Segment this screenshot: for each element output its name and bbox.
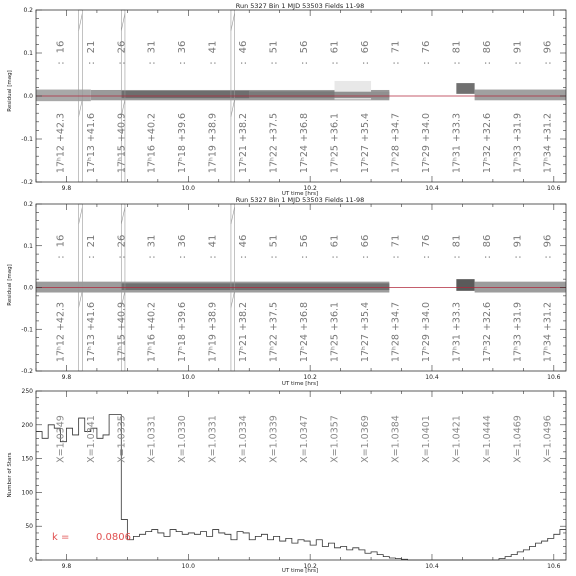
ra-dec-label: 17ʰ22 +37.5	[268, 301, 280, 363]
field-number-label: 86	[481, 234, 493, 248]
airmass-label: X=1.0335	[116, 415, 128, 463]
x-tick-label: 10.2	[303, 563, 317, 570]
field-number-marker: :	[481, 255, 493, 259]
airmass-label: X=1.0331	[207, 415, 219, 463]
y-tick-label: 0.1	[23, 50, 33, 57]
field-number-label: 71	[390, 40, 402, 54]
ra-dec-label: 17ʰ33 +31.9	[512, 301, 524, 363]
field-number-marker: :	[299, 61, 311, 65]
ra-dec-label: 17ʰ33 +31.9	[512, 112, 524, 174]
y-axis-label: Number of Stars	[7, 452, 13, 498]
x-axis-label: UT time [hrs]	[281, 191, 319, 197]
field-number-marker: :	[207, 61, 219, 65]
ra-dec-label: 17ʰ27 +35.4	[359, 301, 371, 363]
field-number-marker: :	[268, 61, 280, 65]
field-number-label: 76	[420, 234, 432, 248]
field-number-label: 96	[542, 234, 554, 248]
x-tick-label: 10.6	[547, 185, 561, 192]
field-number-label: 36	[177, 40, 189, 54]
field-number-marker: :	[512, 255, 524, 259]
y-tick-label: 150	[21, 455, 33, 463]
y-tick-label: 100	[21, 489, 33, 497]
field-number-marker: :	[359, 61, 371, 65]
airmass-label: X=1.0330	[177, 415, 189, 463]
ra-dec-label: 17ʰ12 +42.3	[55, 301, 67, 363]
field-number-label: 26	[116, 234, 128, 248]
field-number-label: 91	[512, 234, 524, 248]
field-number-marker: :	[451, 61, 463, 65]
residual-band	[335, 92, 390, 98]
field-number-marker: :	[146, 61, 158, 65]
y-tick-label: 0.0	[23, 284, 33, 292]
field-number-label: 51	[268, 40, 280, 54]
y-tick-label: -0.2	[21, 368, 33, 375]
residual-band	[475, 282, 566, 293]
ra-dec-label: 17ʰ13 +41.6	[85, 301, 97, 363]
y-tick-label: 0	[29, 557, 33, 564]
airmass-label: X=1.0341	[85, 415, 97, 463]
ra-dec-label: 17ʰ19 +38.9	[207, 112, 219, 174]
field-number-label: 41	[207, 234, 219, 248]
field-number-label: 61	[329, 234, 341, 248]
field-number-marker: :	[55, 61, 67, 65]
airmass-label: X=1.0421	[451, 415, 463, 463]
field-number-label: 81	[451, 40, 463, 54]
field-number-marker: :	[85, 255, 97, 259]
ra-dec-label: 17ʰ28 +34.7	[390, 112, 402, 174]
y-tick-label: 0.0	[23, 93, 33, 100]
field-number-label: 46	[238, 40, 250, 54]
field-number-marker: :	[390, 255, 402, 259]
ra-dec-label: 17ʰ25 +36.1	[329, 301, 341, 363]
residual-band	[121, 91, 249, 98]
y-axis-label: Residual [mag]	[7, 264, 13, 306]
ra-dec-label: 17ʰ15 +40.9	[116, 301, 128, 363]
field-number-label: 16	[55, 234, 67, 248]
field-number-marker: :	[177, 255, 189, 259]
field-number-label: 66	[359, 234, 371, 248]
field-number-marker: :	[512, 61, 524, 65]
x-tick-label: 9.8	[61, 185, 72, 192]
x-axis-label: UT time [hrs]	[281, 381, 319, 387]
panel-title: Run 5327 Bin 1 MJD 53503 Fields 11-98	[235, 196, 365, 204]
ra-dec-label: 17ʰ31 +33.3	[451, 112, 463, 174]
field-number-marker: :	[359, 255, 371, 259]
x-tick-label: 10.0	[181, 185, 195, 192]
ra-dec-label: 17ʰ32 +32.6	[481, 301, 493, 363]
residual-band	[456, 279, 474, 291]
airmass-label: X=1.0469	[512, 415, 524, 463]
field-number-marker: :	[268, 255, 280, 259]
field-number-label: 56	[299, 234, 311, 248]
ra-dec-label: 17ʰ25 +36.1	[329, 112, 341, 174]
y-tick-label: 0.1	[23, 242, 33, 250]
field-number-marker: :	[299, 255, 311, 259]
field-number-label: 51	[268, 234, 280, 248]
field-number-label: 16	[55, 40, 67, 54]
field-number-marker: :	[146, 255, 158, 259]
field-number-label: 31	[146, 234, 158, 248]
field-number-label: 41	[207, 40, 219, 54]
ra-dec-label: 17ʰ34 +31.2	[542, 301, 554, 363]
ra-dec-label: 17ʰ29 +34.0	[420, 301, 432, 363]
airmass-label: X=1.0496	[542, 415, 554, 463]
residual-band	[475, 90, 566, 101]
panel-title: Run 5327 Bin 1 MJD 53503 Fields 11-98	[235, 2, 365, 10]
field-number-label: 96	[542, 40, 554, 54]
ra-dec-label: 17ʰ21 +38.2	[238, 112, 250, 174]
ra-dec-label: 17ʰ24 +36.8	[299, 112, 311, 174]
airmass-label: X=1.0347	[299, 415, 311, 463]
field-number-marker: :	[177, 61, 189, 65]
ra-dec-label: 17ʰ28 +34.7	[390, 301, 402, 363]
x-tick-label: 10.6	[547, 374, 561, 381]
field-number-marker: :	[116, 61, 128, 65]
ra-dec-label: 17ʰ22 +37.5	[268, 112, 280, 174]
ra-dec-label: 17ʰ32 +32.6	[481, 112, 493, 174]
field-number-marker: :	[420, 255, 432, 259]
ra-dec-label: 17ʰ24 +36.8	[299, 301, 311, 363]
x-tick-label: 10.2	[303, 185, 317, 192]
field-number-label: 21	[85, 234, 97, 248]
y-tick-label: -0.1	[21, 326, 33, 334]
x-tick-label: 10.6	[547, 563, 561, 570]
field-number-marker: :	[116, 255, 128, 259]
ra-dec-label: 17ʰ15 +40.9	[116, 112, 128, 174]
ra-dec-label: 17ʰ19 +38.9	[207, 301, 219, 363]
field-number-marker: :	[390, 61, 402, 65]
ra-dec-label: 17ʰ27 +35.4	[359, 112, 371, 174]
field-number-label: 91	[512, 40, 524, 54]
field-number-marker: :	[55, 255, 67, 259]
airmass-label: X=1.0401	[420, 415, 432, 463]
field-number-label: 86	[481, 40, 493, 54]
residual-band	[36, 90, 91, 102]
y-axis-label: Residual [mag]	[7, 70, 13, 112]
field-number-marker: :	[329, 61, 341, 65]
field-number-marker: :	[420, 61, 432, 65]
airmass-label: X=1.0444	[481, 415, 493, 463]
airmass-label: X=1.0384	[390, 415, 402, 463]
ra-dec-label: 17ʰ34 +31.2	[542, 112, 554, 174]
y-tick-label: 0.2	[23, 201, 33, 208]
field-number-label: 46	[238, 234, 250, 248]
ra-dec-label: 17ʰ29 +34.0	[420, 112, 432, 174]
k-label: k =	[52, 532, 70, 543]
ra-dec-label: 17ʰ31 +33.3	[451, 301, 463, 363]
y-tick-label: -0.1	[21, 136, 33, 143]
x-axis-label: UT time [hrs]	[281, 568, 319, 574]
y-tick-label: 250	[21, 388, 33, 395]
field-number-marker: :	[238, 61, 250, 65]
y-tick-label: 200	[21, 421, 33, 429]
field-number-label: 81	[451, 234, 463, 248]
field-number-marker: :	[329, 255, 341, 259]
field-number-label: 56	[299, 40, 311, 54]
residual-band	[249, 91, 334, 97]
x-tick-label: 10.4	[425, 185, 439, 192]
field-number-marker: :	[542, 61, 554, 65]
y-tick-label: -0.2	[21, 179, 33, 186]
field-number-label: 61	[329, 40, 341, 54]
field-number-label: 31	[146, 40, 158, 54]
field-number-marker: :	[451, 255, 463, 259]
ra-dec-label: 17ʰ21 +38.2	[238, 301, 250, 363]
field-number-label: 71	[390, 234, 402, 248]
x-tick-label: 10.0	[181, 563, 195, 570]
field-number-label: 21	[85, 40, 97, 54]
x-tick-label: 9.8	[61, 374, 72, 381]
field-number-label: 66	[359, 40, 371, 54]
y-tick-label: 0.2	[23, 7, 33, 14]
airmass-label: X=1.0349	[55, 415, 67, 463]
residual-band	[456, 83, 474, 94]
x-tick-label: 9.8	[61, 563, 72, 570]
field-number-label: 76	[420, 40, 432, 54]
field-number-marker: :	[542, 255, 554, 259]
ra-dec-label: 17ʰ16 +40.2	[146, 301, 158, 363]
airmass-label: X=1.0369	[359, 415, 371, 463]
field-number-marker: :	[207, 255, 219, 259]
x-tick-label: 10.2	[303, 374, 317, 381]
residual-band	[121, 283, 389, 290]
y-tick-label: 50	[25, 523, 33, 531]
airmass-label: X=1.0339	[268, 415, 280, 463]
x-tick-label: 10.4	[425, 563, 439, 570]
field-number-label: 36	[177, 234, 189, 248]
airmass-label: X=1.0357	[329, 415, 341, 463]
ra-dec-label: 17ʰ12 +42.3	[55, 112, 67, 174]
field-number-marker: :	[85, 61, 97, 65]
field-number-marker: :	[238, 255, 250, 259]
x-tick-label: 10.4	[425, 374, 439, 381]
ra-dec-label: 17ʰ18 +39.6	[177, 301, 189, 363]
airmass-label: X=1.0331	[146, 415, 158, 463]
airmass-label: X=1.0334	[238, 415, 250, 463]
k-value: 0.0806	[96, 532, 131, 543]
field-number-label: 26	[116, 40, 128, 54]
ra-dec-label: 17ʰ18 +39.6	[177, 112, 189, 174]
ra-dec-label: 17ʰ16 +40.2	[146, 112, 158, 174]
field-number-marker: :	[481, 61, 493, 65]
x-tick-label: 10.0	[181, 374, 195, 381]
ra-dec-label: 17ʰ13 +41.6	[85, 112, 97, 174]
